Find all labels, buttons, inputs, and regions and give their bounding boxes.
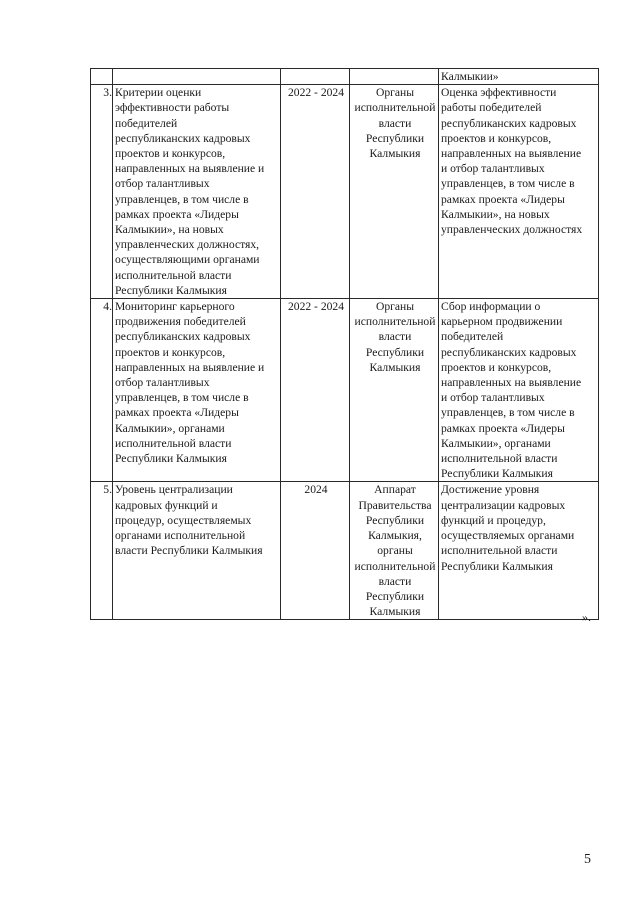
cell-executor (350, 299, 439, 482)
cell-result-text: Достижение уровня централизации кадровых функций и процедур, осуществляемых органами исполнительной власти Республики Калмыкия (441, 483, 575, 573)
cell-executor (350, 482, 439, 620)
cell-executor-text: Органы исполнительной власти Республики Калмыкия (354, 300, 436, 374)
table-row (91, 299, 599, 482)
cell-result (439, 69, 599, 85)
cell-num (91, 69, 113, 85)
cell-result (439, 482, 599, 620)
cell-executor (350, 85, 439, 299)
cell-term: 2022 - 2024 (281, 299, 350, 482)
cell-executor (350, 69, 439, 85)
cell-name (113, 299, 281, 482)
table-row-continuation (91, 69, 599, 85)
cell-term (281, 69, 350, 85)
closing-quote: ». (582, 610, 591, 624)
cell-executor-text: Аппарат Правительства Республики Калмыкия, органы исполнительной власти Республики Калмыкия (354, 483, 436, 619)
cell-num: 3. (91, 85, 113, 299)
cell-name (113, 69, 281, 85)
table-row (91, 85, 599, 299)
cell-num: 5. (91, 482, 113, 620)
page-number: 5 (584, 852, 591, 867)
measures-table (90, 68, 599, 620)
cell-result-text: Сбор информации о карьерном продвижении победителей республиканских кадровых проектов и конкурсов, направленных на выявление и отбор талантливых управленцев, в том числе в рамках проекта «Лидеры Калмыкии», органами исполнительной власти Республики Калмыкия (441, 300, 582, 481)
cell-name-text: Мониторинг карьерного продвижения победителей республиканских кадровых проектов и конкурсов, направленных на выявление и отбор талантливых управленцев, в том числе в рамках проекта «Лидеры Калмыкии», органами исполнительной власти Республики Калмыкия (115, 300, 265, 466)
table-row (91, 482, 599, 620)
cell-term: 2024 (281, 482, 350, 620)
cell-result-text: Калмыкии» (441, 70, 499, 83)
cell-result (439, 299, 599, 482)
cell-name-text: Критерии оценки эффективности работы победителей республиканских кадровых проектов и конкурсов, направленных на выявление и отбор талантливых управленцев, в том числе в рамках проекта «Лидеры Калмыкии», на новых управленческих должностях, осуществляющими органами исполнительной власти Республики Калмыкия (115, 86, 265, 297)
cell-num: 4. (91, 299, 113, 482)
cell-executor-text: Органы исполнительной власти Республики Калмыкия (354, 86, 436, 161)
cell-name-text: Уровень централизации кадровых функций и процедур, осуществляемых органами исполнительной власти Республики Калмыкия (115, 483, 263, 558)
cell-name (113, 482, 281, 620)
cell-result (439, 85, 599, 299)
cell-term: 2022 - 2024 (281, 85, 350, 299)
cell-name (113, 85, 281, 299)
cell-result-text: Оценка эффективности работы победителей республиканских кадровых проектов и конкурсов, направленных на выявление и отбор талантливых управленцев, в том числе в рамках проекта «Лидеры Калмыкии», на новых управленческих должностях (441, 86, 583, 237)
